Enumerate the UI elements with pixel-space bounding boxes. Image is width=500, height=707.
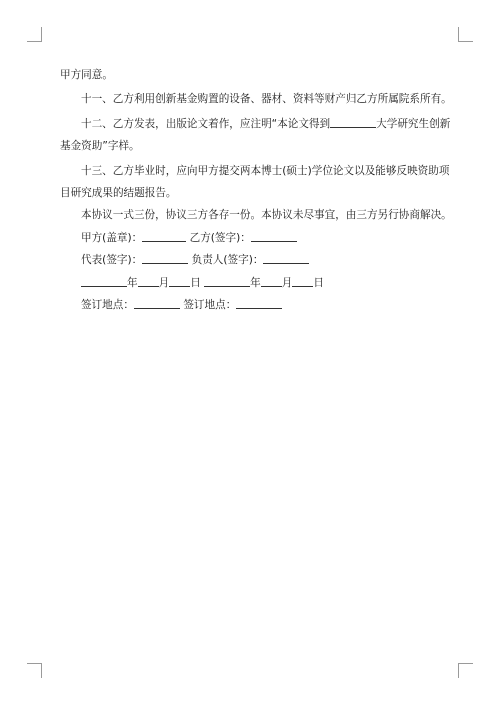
sign-place-label-1: 签订地点：	[81, 298, 134, 311]
clause-thirteen-line-2: 目研究成果的结题报告。	[60, 186, 177, 199]
sign-place-label-2: 签订地点：	[183, 298, 237, 311]
representative-sign-label: 代表(签字)：	[81, 254, 143, 267]
party-a-seal-blank	[142, 229, 186, 242]
year-blank-1	[81, 274, 127, 287]
party-a-seal-label: 甲方(盖章)：	[81, 231, 143, 244]
crop-mark-bottom-left	[27, 663, 42, 678]
person-in-charge-label: 负责人(签字)：	[191, 254, 264, 267]
university-name-blank	[330, 115, 376, 128]
year-label-2: 年	[250, 276, 261, 289]
copies-clause: 本协议一式三份，协议三方各存一份。本协议未尽事宜，由三方另行协商解决。	[81, 209, 452, 222]
clause-twelve-text: 十二、乙方发表，出版论文着作，应注明“本论文得到	[81, 117, 331, 130]
year-label-1: 年	[127, 276, 138, 289]
crop-mark-top-left	[27, 27, 42, 42]
month-label-1: 月	[158, 276, 170, 289]
paragraph-line: 甲方同意。	[60, 69, 113, 81]
day-blank-1	[169, 274, 190, 287]
signature-row-dates	[60, 272, 440, 294]
signature-row-representatives	[60, 249, 440, 271]
day-label-2: 日	[313, 276, 324, 289]
agreement-body	[60, 64, 452, 316]
signature-row-places	[60, 294, 440, 316]
sign-place-blank-2	[236, 296, 282, 309]
clause-twelve	[60, 113, 451, 135]
signature-row-parties	[60, 227, 440, 249]
month-blank-1	[138, 274, 159, 287]
party-b-sign-label: 乙方(签字)：	[189, 231, 251, 244]
representative-sign-blank	[142, 251, 188, 264]
month-blank-2	[261, 274, 282, 287]
year-blank-2	[204, 274, 250, 287]
sign-place-blank-1	[134, 296, 180, 309]
crop-mark-top-right	[458, 27, 473, 42]
person-in-charge-blank	[263, 251, 309, 264]
clause-twelve-text-cont: 大学研究生创新	[376, 117, 451, 130]
party-b-sign-blank	[251, 229, 297, 242]
crop-mark-bottom-right	[458, 663, 473, 678]
month-label-2: 月	[281, 276, 293, 289]
day-blank-2	[292, 274, 313, 287]
clause-thirteen: 十三、乙方毕业时，应向甲方提交两本博士(硕士)学位论文以及能够反映资助项	[81, 164, 450, 177]
day-label-1: 日	[190, 276, 201, 289]
clause-twelve-line-2: 基金资助”字样。	[60, 140, 140, 153]
clause-eleven: 十一、乙方利用创新基金购置的设备、器材、资料等财产归乙方所属院系所有。	[81, 93, 452, 106]
